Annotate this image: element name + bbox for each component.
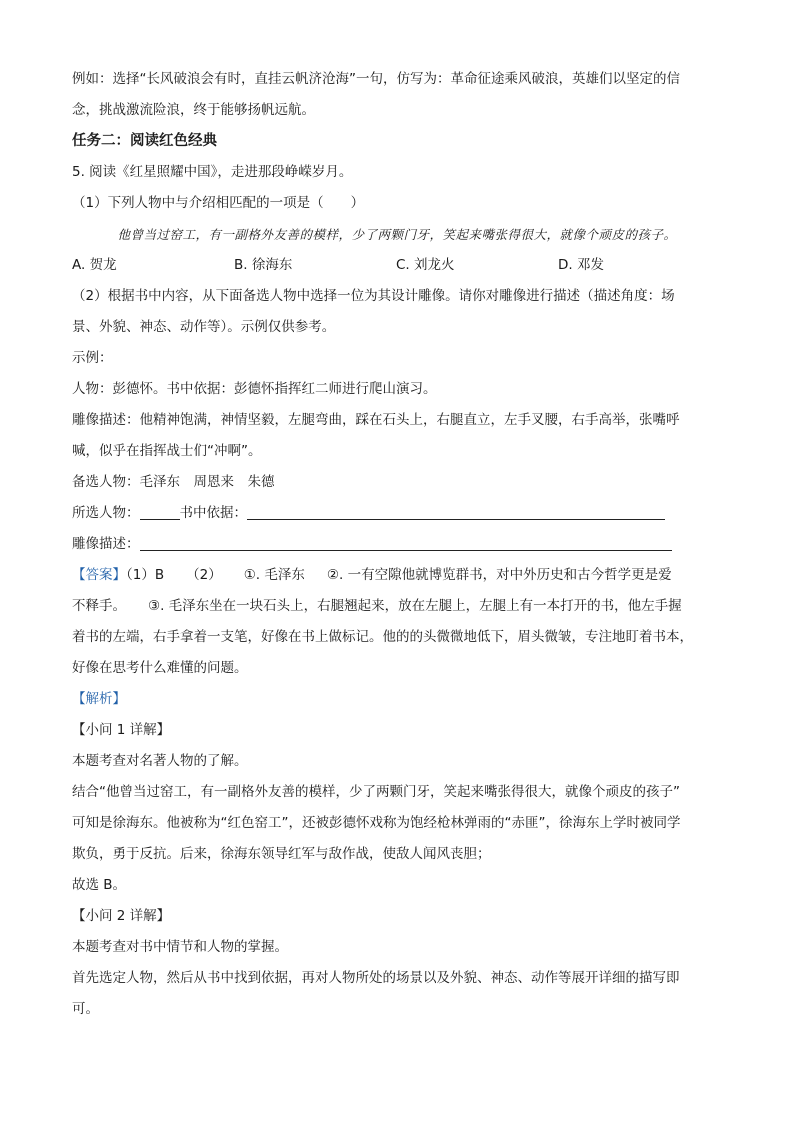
option-c: C. 刘龙火: [396, 257, 455, 273]
question-stem: 5. 阅读《红星照耀中国》，走进那段峥嵘岁月。: [72, 164, 353, 180]
analysis-q1-tag: 【小问 1 详解】: [72, 722, 171, 738]
selected-person-label: 所选人物：: [72, 505, 140, 521]
answer-item-2-cont: 不释手。: [72, 598, 126, 614]
analysis-q1-line-1: 本题考查对名著人物的了解。: [72, 753, 248, 769]
selected-person-blank[interactable]: [140, 505, 180, 520]
answer-line-2: [72, 591, 722, 622]
option-b: B. 徐海东: [234, 257, 293, 273]
analysis-q1-line-3: 可知是徐海东。他被称为“红色窑工”，还被彭德怀戏称为饱经枪林弹雨的“赤匪”，徐海东上学时被同学: [72, 815, 681, 831]
analysis-q1-line-4: 欺负，勇于反抗。后来，徐海东领导红军与敌作战，使敌人闻风丧胆；: [72, 846, 491, 862]
example-desc-line-1: 雕像描述：他精神饱满，神情坚毅，左腿弯曲，踩在石头上，右腿直立，左手叉腰，右手高举，张嘴呼: [72, 412, 680, 428]
answer-item-3: ③. 毛泽东坐在一块石头上，右腿翘起来，放在左腿上，左腿上有一本打开的书，他左手握: [148, 598, 682, 614]
sub-question-2-line-1: （2）根据书中内容，从下面备选人物中选择一位为其设计雕像。请你对雕像进行描述（描述角度：场: [72, 288, 675, 304]
analysis-q2-line-2: 首先选定人物，然后从书中找到依据，再对人物所处的场景以及外貌、神态、动作等展开详细的描写即: [72, 970, 680, 986]
intro-line-2: 念，挑战激流险浪，终于能够扬帆远航。: [72, 102, 315, 118]
answer-part-2: （2）: [186, 567, 222, 583]
candidate-list: 备选人物：毛泽东 周恩来 朱德: [72, 474, 275, 490]
option-a: A. 贺龙: [72, 257, 117, 273]
character-quote: 他曾当过窑工，有一副格外友善的模样，少了两颗门牙，笑起来嘴张得很大，就像个顽皮的孩子。: [117, 227, 677, 242]
answer-part-1: （1）B: [126, 567, 165, 583]
statue-desc-blank[interactable]: [140, 536, 672, 551]
choice-options: [72, 250, 722, 281]
sub-question-2-line-2: 景、外貌、神态、动作等）。示例仅供参考。: [72, 319, 336, 335]
analysis-q1-line-5: 故选 B。: [72, 877, 127, 893]
statue-desc-row: [72, 529, 722, 560]
answer-item-2: ②. 一有空隙他就博览群书，对中外历史和古今哲学更是爱: [326, 567, 672, 583]
option-d: D. 邓发: [558, 257, 604, 273]
document-page: [72, 64, 722, 1025]
basis-label: 书中依据：: [179, 505, 247, 521]
answer-tag: 【答案】: [72, 567, 126, 583]
analysis-q2-line-3: 可。: [72, 1001, 99, 1017]
basis-blank[interactable]: [247, 505, 665, 520]
analysis-q2-line-1: 本题考查对书中情节和人物的掌握。: [72, 939, 288, 955]
answer-line-4: 好像在思考什么难懂的问题。: [72, 660, 248, 676]
analysis-tag: 【解析】: [72, 691, 126, 707]
intro-line-1: 例如：选择“长风破浪会有时，直挂云帆济沧海”一句，仿写为：革命征途乘风破浪，英雄们以坚定的信: [72, 71, 680, 87]
analysis-q2-tag: 【小问 2 详解】: [72, 908, 171, 924]
answer-line-3: 着书的左端，右手拿着一支笔，好像在书上做标记。他的的头微微地低下，眉头微皱，专注地盯着书本，: [72, 629, 693, 645]
task-title: 任务二：阅读红色经典: [72, 133, 217, 149]
selected-person-row: [72, 498, 722, 529]
example-desc-line-2: 喊，似乎在指挥战士们“冲啊”。: [72, 443, 262, 459]
statue-desc-label: 雕像描述：: [72, 536, 140, 552]
analysis-q1-line-2: 结合“他曾当过窑工，有一副格外友善的模样，少了两颗门牙，笑起来嘴张得很大，就像个顽皮的孩子”: [72, 784, 680, 800]
sub-question-1: （1）下列人物中与介绍相匹配的一项是（ ）: [72, 195, 365, 211]
answer-line-1: [72, 560, 722, 591]
example-person: 人物：彭德怀。书中依据：彭德怀指挥红二师进行爬山演习。: [72, 381, 437, 397]
answer-item-1: ①. 毛泽东: [243, 567, 305, 583]
example-label: 示例：: [72, 350, 113, 366]
